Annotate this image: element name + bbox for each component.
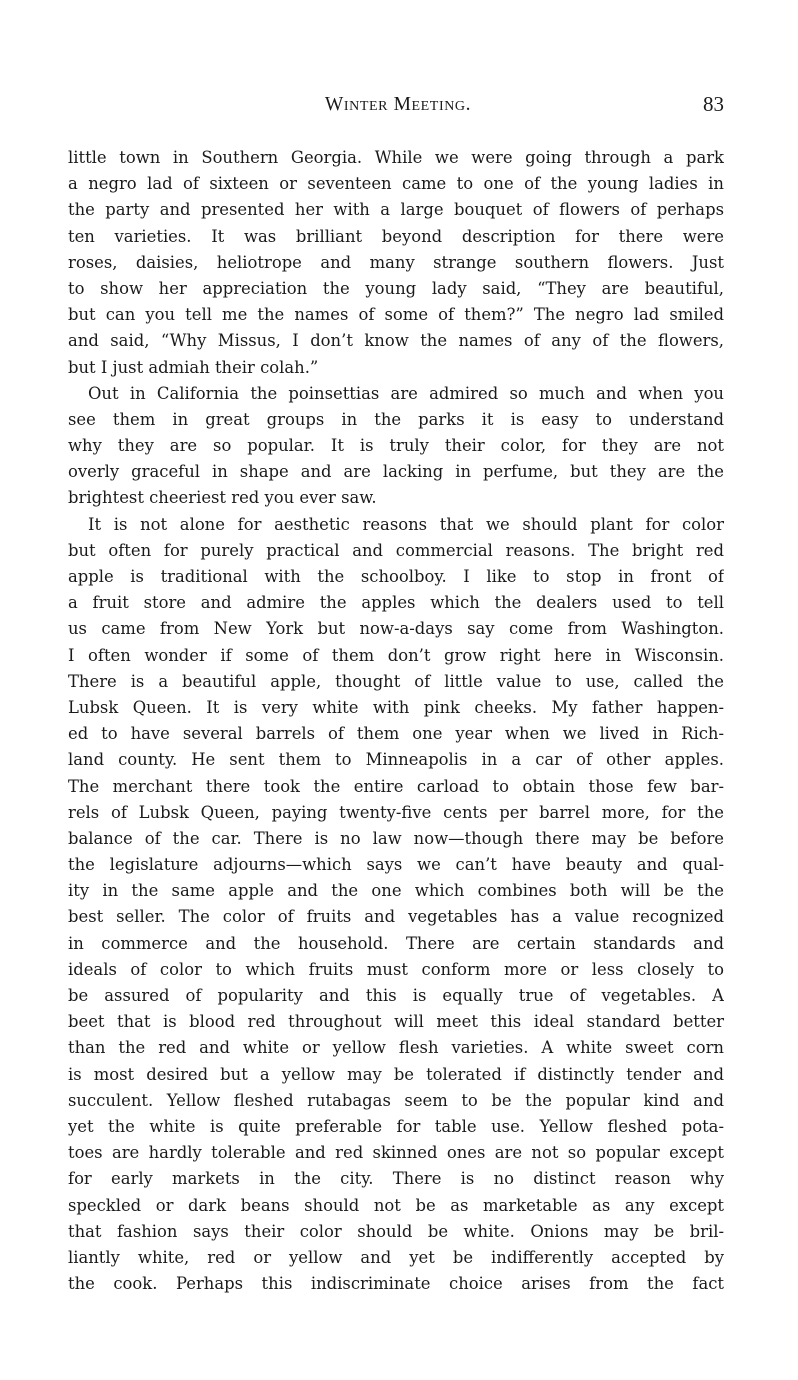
text-line: brightest cheeriest red you ever saw. <box>68 488 377 508</box>
text-line: but I just admiah their colah.” <box>68 357 319 377</box>
text-line: in commerce and the household. There are certain standards and <box>68 933 724 953</box>
text-line: that fashion says their color should be white. Onions may be bril- <box>68 1221 724 1241</box>
text-line: be assured of popularity and this is equally true of vegetables. A <box>68 986 724 1005</box>
text-line: Lubsk Queen. It is very white with pink cheeks. My father happen- <box>68 697 724 717</box>
text-line: but can you tell me the names of some of them?” The negro lad smiled <box>68 305 724 325</box>
text-line: for early markets in the city. There is no distinct reason why <box>68 1169 724 1189</box>
page-number: 83 <box>703 92 724 116</box>
text-line: see them in great groups in the parks it is easy to understand <box>68 409 724 429</box>
text-line: ed to have several barrels of them one year when we lived in Rich- <box>68 724 724 744</box>
text-line: beet that is blood red throughout will meet this ideal standard better <box>68 1012 724 1032</box>
text-line: to show her appreciation the young lady said, “They are beautiful, <box>68 278 724 298</box>
text-line: rels of Lubsk Queen, paying twenty-five cents per barrel more, for the <box>68 802 724 822</box>
text-line: liantly white, red or yellow and yet be indifferently accepted by <box>68 1247 724 1267</box>
text-line: land county. He sent them to Minneapolis in a car of other apples. <box>68 750 724 770</box>
text-line: balance of the car. There is no law now—though there may be before <box>68 828 724 848</box>
text-line: overly graceful in shape and are lacking in perfume, but they are the <box>68 462 724 482</box>
text-line: succulent. Yellow fleshed rutabagas seem to be the popular kind and <box>68 1090 724 1110</box>
text-line: ten varieties. It was brilliant beyond description for there were <box>68 226 724 246</box>
text-line: apple is traditional with the schoolboy. I like to stop in front of <box>68 567 724 586</box>
text-line: ideals of color to which fruits must conform more or less closely to <box>68 959 724 979</box>
text-line: best seller. The color of fruits and vegetables has a value recognized <box>68 907 724 927</box>
text-line: I often wonder if some of them don’t grow right here in Wisconsin. <box>68 645 724 665</box>
text-line: roses, daisies, heliotrope and many strange southern flowers. Just <box>68 252 724 272</box>
text-line: the cook. Perhaps this indiscriminate choice arises from the fact <box>68 1274 724 1294</box>
running-title: Winter Meeting. <box>324 94 472 115</box>
text-line: a negro lad of sixteen or seventeen came to one of the young ladies in <box>68 174 724 194</box>
text-line: It is not alone for aesthetic reasons that we should plant for color <box>88 514 724 534</box>
text-line: Out in California the poinsettias are admired so much and when you <box>88 383 724 403</box>
text-line: is most desired but a yellow may be tolerated if distinctly tender and <box>68 1064 724 1084</box>
text-line: speckled or dark beans should not be as marketable as any except <box>68 1195 724 1215</box>
text-line: but often for purely practical and commercial reasons. The bright red <box>68 540 724 560</box>
body-text <box>68 145 724 1297</box>
text-line: toes are hardly tolerable and red skinned ones are not so popular except <box>68 1143 724 1163</box>
text-line: There is a beautiful apple, thought of little value to use, called the <box>68 671 724 691</box>
text-line: the legislature adjourns—which says we can’t have beauty and qual- <box>68 855 724 875</box>
running-head <box>68 92 728 122</box>
text-line: a fruit store and admire the apples which the dealers used to tell <box>68 593 724 613</box>
text-line: us came from New York but now-a-days say come from Washington. <box>68 619 724 639</box>
text-line: The merchant there took the entire carload to obtain those few bar- <box>68 776 724 796</box>
text-line: the party and presented her with a large bouquet of flowers of perhaps <box>68 200 724 220</box>
text-line: than the red and white or yellow flesh varieties. A white sweet corn <box>68 1038 724 1058</box>
text-line: why they are so popular. It is truly their color, for they are not <box>68 436 724 456</box>
text-line: and said, “Why Missus, I don’t know the names of any of the flowers, <box>68 331 724 351</box>
text-line: yet the white is quite preferable for table use. Yellow fleshed pota- <box>68 1116 724 1136</box>
text-line: little town in Southern Georgia. While we were going through a park <box>68 148 724 167</box>
text-line: ity in the same apple and the one which combines both will be the <box>68 881 724 901</box>
